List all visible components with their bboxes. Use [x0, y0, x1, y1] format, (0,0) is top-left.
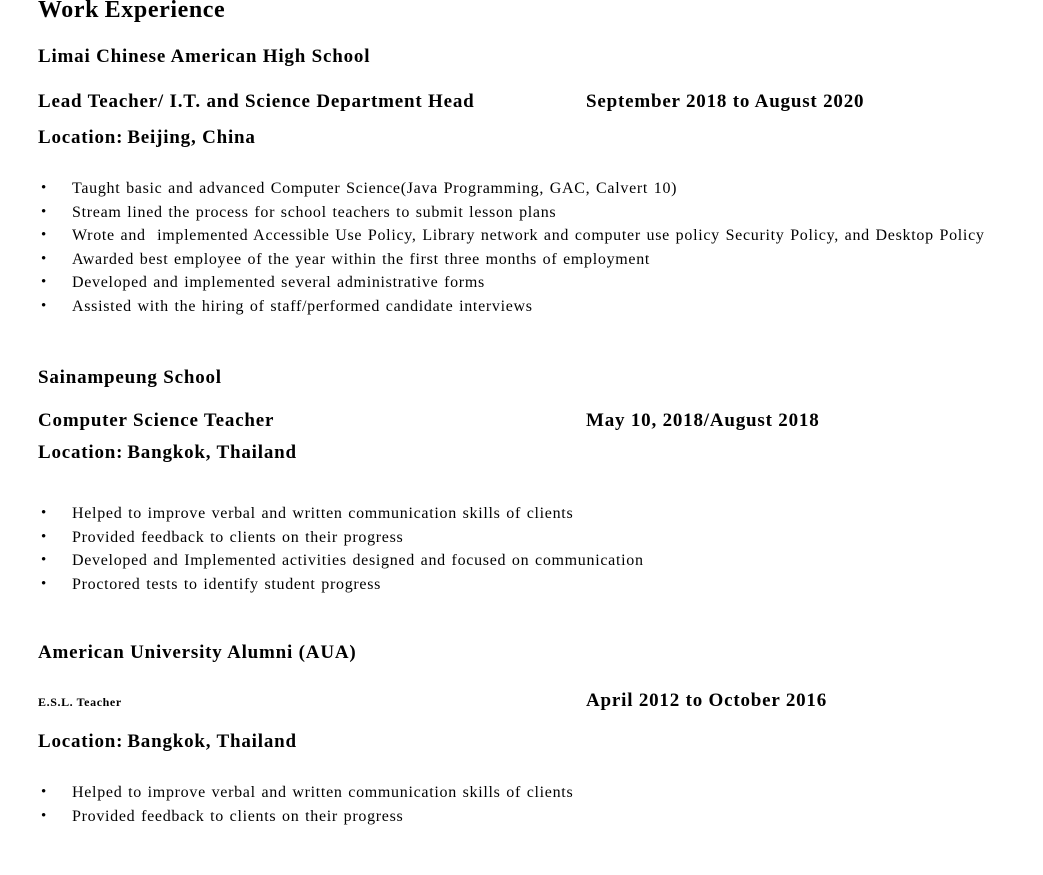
bullet-item: • Awarded best employee of the year within the first three months of employment [38, 248, 985, 272]
employer-name: Limai Chinese American High School [38, 46, 371, 67]
bullet-item: • Stream lined the process for school teachers to submit lesson plans [38, 201, 985, 225]
bullet-list [38, 177, 985, 318]
location-line [38, 730, 297, 754]
bullet-list [38, 502, 644, 596]
location-value: Beijing, China [127, 127, 256, 148]
bullet-item: • Helped to improve verbal and written communication skills of clients [38, 502, 644, 526]
bullet-item: • Helped to improve verbal and written communication skills of clients [38, 781, 573, 805]
bullet-item: • Wrote and implemented Accessible Use Policy, Library network and computer use policy Security Policy, and Desktop Policy [38, 224, 985, 248]
location-value: Bangkok, Thailand [127, 731, 297, 752]
job-title: Computer Science Teacher [38, 410, 275, 431]
job-dates: May 10, 2018/August 2018 [586, 410, 820, 431]
bullet-item: • Proctored tests to identify student progress [38, 573, 644, 597]
job-dates: September 2018 to August 2020 [586, 91, 865, 112]
location-label: Location: [38, 127, 124, 148]
job-title: Lead Teacher/ I.T. and Science Department Head [38, 91, 475, 112]
bullet-item: • Developed and implemented several administrative forms [38, 271, 985, 295]
bullet-list [38, 781, 573, 828]
location-value: Bangkok, Thailand [127, 442, 297, 463]
section-heading-work-experience: Work Experience [38, 0, 226, 23]
job-dates: April 2012 to October 2016 [586, 690, 828, 711]
job-title-row [38, 409, 1043, 433]
location-label: Location: [38, 442, 124, 463]
location-line [38, 126, 256, 150]
location-line [38, 441, 297, 465]
bullet-item: • Assisted with the hiring of staff/performed candidate interviews [38, 295, 985, 319]
bullet-item: • Developed and Implemented activities designed and focused on communication [38, 549, 644, 573]
job-title-row [38, 90, 1043, 114]
employer-name: Sainampeung School [38, 367, 222, 388]
bullet-item: • Taught basic and advanced Computer Science(Java Programming, GAC, Calvert 10) [38, 177, 985, 201]
location-label: Location: [38, 731, 124, 752]
bullet-item: • Provided feedback to clients on their progress [38, 805, 573, 829]
bullet-item: • Provided feedback to clients on their progress [38, 526, 644, 550]
job-title: E.S.L. Teacher [38, 695, 122, 709]
job-title-row [38, 689, 1043, 714]
employer-name: American University Alumni (AUA) [38, 642, 357, 663]
